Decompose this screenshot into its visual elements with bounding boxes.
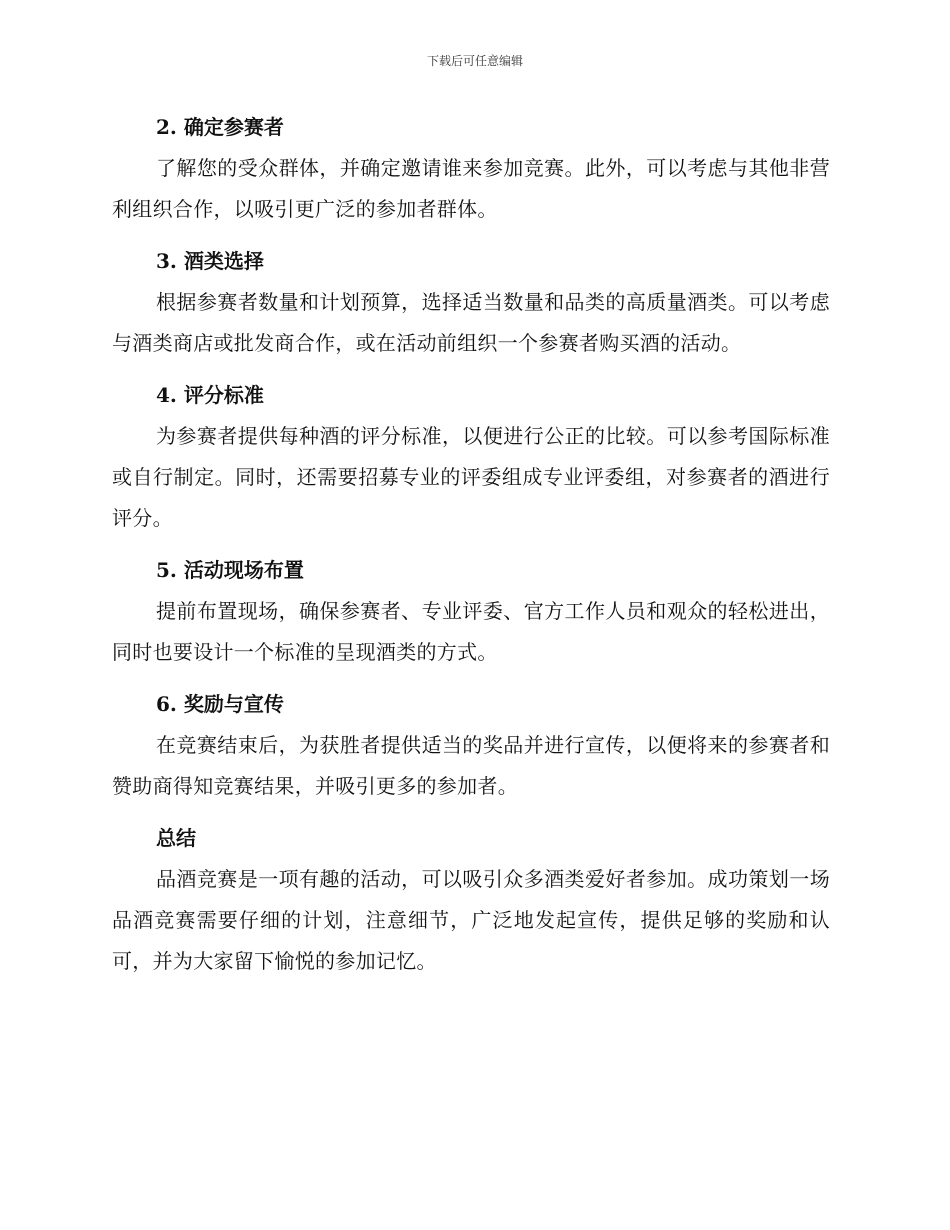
section-paragraph: 提前布置现场，确保参赛者、专业评委、官方工作人员和观众的轻松进出，同时也要设计一个标准的呈现酒类的方式。 xyxy=(112,599,830,664)
section-paragraph: 在竞赛结束后，为获胜者提供适当的奖品并进行宣传，以便将来的参赛者和赞助商得知竞赛结果，并吸引更多的参加者。 xyxy=(112,733,830,798)
section-paragraph: 为参赛者提供每种酒的评分标准，以便进行公正的比较。可以参考国际标准或自行制定。同时，还需要招募专业的评委组成专业评委组，对参赛者的酒进行评分。 xyxy=(112,424,830,530)
section-heading: 3. 酒类选择 xyxy=(156,249,264,273)
section-participants xyxy=(112,106,830,230)
section-heading: 总结 xyxy=(156,826,196,850)
section-heading: 5. 活动现场布置 xyxy=(156,558,304,582)
page-header: 下载后可任意编辑 xyxy=(426,54,523,68)
section-scoring-criteria xyxy=(112,374,830,539)
section-wine-selection xyxy=(112,240,830,364)
section-paragraph: 品酒竞赛是一项有趣的活动，可以吸引众多酒类爱好者参加。成功策划一场品酒竞赛需要仔细的计划，注意细节，广泛地发起宣传，提供足够的奖励和认可，并为大家留下愉悦的参加记忆。 xyxy=(112,867,830,973)
section-paragraph: 了解您的受众群体，并确定邀请谁来参加竞赛。此外，可以考虑与其他非营利组织合作，以吸引更广泛的参加者群体。 xyxy=(112,156,830,221)
section-heading: 2. 确定参赛者 xyxy=(156,115,284,139)
document-body xyxy=(112,106,830,992)
section-heading: 6. 奖励与宣传 xyxy=(156,692,284,716)
section-venue-setup xyxy=(112,549,830,673)
section-heading: 4. 评分标准 xyxy=(156,383,264,407)
section-summary xyxy=(112,817,830,982)
section-paragraph: 根据参赛者数量和计划预算，选择适当数量和品类的高质量酒类。可以考虑与酒类商店或批发商合作，或在活动前组织一个参赛者购买酒的活动。 xyxy=(112,290,830,355)
section-awards-promotion xyxy=(112,683,830,807)
